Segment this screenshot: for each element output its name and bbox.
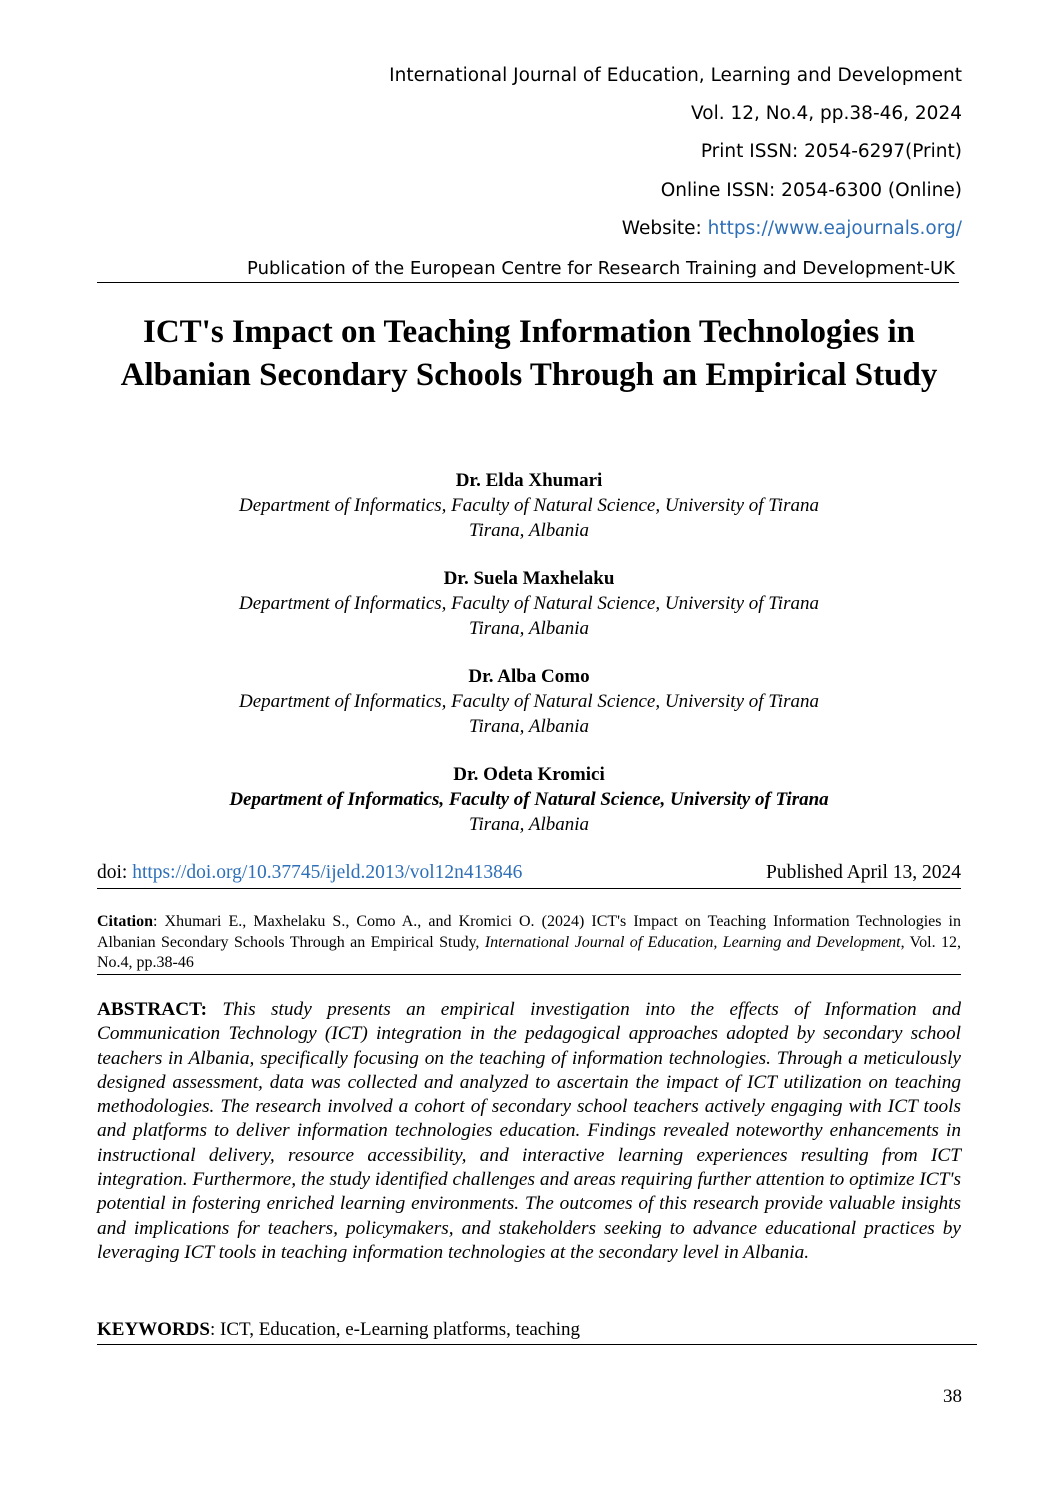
doi-link[interactable]: https://doi.org/10.37745/ijeld.2013/vol12n413846 xyxy=(132,862,523,883)
publisher-rule xyxy=(97,257,959,283)
page-number: 38 xyxy=(943,1386,962,1407)
author-block xyxy=(97,664,961,762)
author-city: Tirana, Albania xyxy=(468,618,589,639)
author-block xyxy=(97,762,961,860)
author-affiliation: Department of Informatics, Faculty of Natural Science, University of Tirana xyxy=(239,691,819,712)
citation-block xyxy=(97,912,961,975)
published-date: Published April 13, 2024 xyxy=(765,862,961,883)
doi-row xyxy=(97,860,961,889)
abstract-text: This study presents an empirical investigation into the effects of Information and Communication Technology (ICT) integration in the pedagogical approaches adopted by secondary school teachers in Albania, specifically focusing on the teaching of information technologies. Through a meticulously designed assessment, data was collected and analyzed to ascertain the impact of ICT utilization on teaching methodologies. The research involved a cohort of secondary school teachers actively engaging with ICT tools and platforms to deliver information technologies education. Findings revealed noteworthy enhancements in instructional delivery, resource accessibility, and interactive learning experiences resulting from ICT integration. Furthermore, the study identified challenges and areas requiring further attention to optimize ICT's potential in fostering enriched learning environments. The outcomes of this research provide valuable insights and implications for teachers, policymakers, and stakeholders seeking to advance educational practices by leveraging ICT tools in teaching information technologies at the secondary level in Albania. xyxy=(97,999,962,1263)
citation-text: : Xhumari E., Maxhelaku S., Como A., and Kromici O. (2024) ICT's Impact on Teaching Information Technologies in Albanian Secondary Schools Through an Empirical Study, xyxy=(97,913,961,951)
keywords-text: : ICT, Education, e-Learning platforms, teaching xyxy=(209,1319,580,1340)
journal-header xyxy=(389,64,962,255)
journal-name: International Journal of Education, Learning and Development xyxy=(389,65,962,86)
author-block xyxy=(97,468,961,566)
publisher-line: Publication of the European Centre for Research Training and Development-UK xyxy=(247,258,955,279)
website-label: Website: xyxy=(621,217,708,239)
author-name: Dr. Suela Maxhelaku xyxy=(443,568,615,589)
doi-line xyxy=(97,860,522,886)
author-affiliation: Department of Informatics, Faculty of Natural Science, University of Tirana xyxy=(229,789,829,810)
abstract-block xyxy=(97,998,961,1265)
keywords-label: KEYWORDS xyxy=(97,1319,210,1340)
author-affiliation: Department of Informatics, Faculty of Natural Science, University of Tirana xyxy=(239,495,819,516)
keywords-block xyxy=(97,1318,977,1345)
journal-volume: Vol. 12, No.4, pp.38-46, 2024 xyxy=(691,103,962,125)
authors-block xyxy=(97,468,961,860)
citation-journal: International Journal of Education, Learning and Development xyxy=(484,933,901,951)
doi-label: doi: xyxy=(97,862,133,883)
website-line xyxy=(389,217,962,255)
author-city: Tirana, Albania xyxy=(468,716,589,737)
author-city: Tirana, Albania xyxy=(468,520,589,541)
citation-details: , Vol. 12, No.4, pp.38-46 xyxy=(97,933,962,971)
website-link[interactable]: https://www.eajournals.org/ xyxy=(707,217,962,239)
author-name: Dr. Odeta Kromici xyxy=(453,764,605,785)
author-name: Dr. Alba Como xyxy=(468,666,590,687)
author-city: Tirana, Albania xyxy=(468,814,589,835)
paper-title: ICT's Impact on Teaching Information Technologies in Albanian Secondary Schools Through an Empirical Study xyxy=(120,314,938,393)
author-name: Dr. Elda Xhumari xyxy=(455,470,603,491)
author-affiliation: Department of Informatics, Faculty of Natural Science, University of Tirana xyxy=(239,593,819,614)
online-issn: Online ISSN: 2054-6300 (Online) xyxy=(660,179,962,201)
author-block xyxy=(97,566,961,664)
citation-label: Citation xyxy=(97,913,153,930)
abstract-label: ABSTRACT: xyxy=(97,999,207,1020)
print-issn: Print ISSN: 2054-6297(Print) xyxy=(700,141,962,163)
